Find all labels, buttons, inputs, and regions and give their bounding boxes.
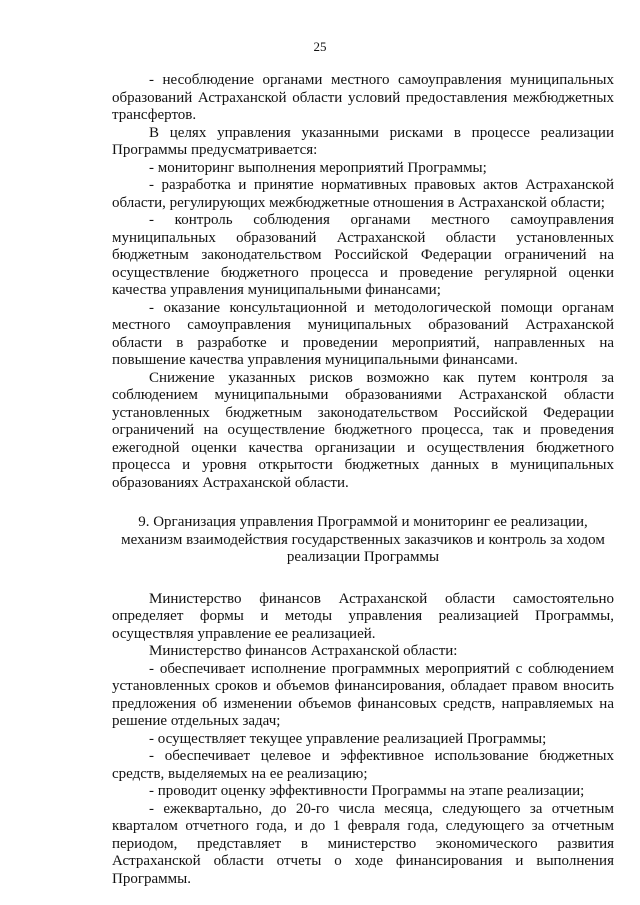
list-item-monitoring: - мониторинг выполнения мероприятий Программы; <box>149 159 487 176</box>
list-item-consulting: - оказание консультационной и методологической помощи органам местного самоуправления муниципальных образований Астраханской области в разработке и проведении мероприятий, направленных на повышение качества управления муниципальными финансами. <box>112 299 614 368</box>
section-heading <box>112 514 614 567</box>
page-number: 25 <box>313 39 327 54</box>
paragraph-risk-reduction: Снижение указанных рисков возможно как путем контроля за соблюдением муниципальными образованиями Астраханской области установленных бюджетным законодательством Российской Федерации ограничений на осуществление бюджетного процесса, так и проведения ежегодной оценки качества организации и осуществления бюджетного процесса и уровня открытости бюджетных данных в муниципальных образованиях Астраханской области. <box>112 369 614 491</box>
paragraph-ministry-self-management: Министерство финансов Астраханской области самостоятельно определяет формы и методы управления реализацией Программы, осуществляя управление ее реализацией. <box>112 590 614 642</box>
paragraph-ministry-intro: Министерство финансов Астраханской области: <box>149 643 458 659</box>
list-item-quarterly-reports: - ежеквартально, до 20-го числа месяца, следующего за отчетным кварталом отчетного года, и до 1 февраля года, следующего за отчетным периодом, представляет в министерство экономического развития Астраханской области отчеты о ходе финансирования и выполнения Программы. <box>112 800 614 887</box>
document-body <box>112 72 614 888</box>
list-item-efficiency-assessment: - проводит оценку эффективности Программы на этапе реализации; <box>149 783 585 799</box>
section-heading-line: механизм взаимодействия государственных заказчиков и контроль за ходом <box>121 531 605 548</box>
paragraph-risk-management-intro: В целях управления указанными рисками в процессе реализации Программы предусматривается: <box>112 124 614 158</box>
list-item-control: - контроль соблюдения органами местного самоуправления муниципальных образований Астраханской области установленных бюджетным законодательством Российской Федерации ограничений на осуществление бюджетного процесса и проведение регулярной оценки качества управления муниципальными финансами; <box>112 212 614 298</box>
list-item-normative-acts: - разработка и принятие нормативных правовых актов Астраханской области, регулирующих межбюджетные отношения в Астраханской области; <box>112 177 614 211</box>
paragraph-risk-transfers: - несоблюдение органами местного самоуправления муниципальных образований Астраханской области условий предоставления межбюджетных трансфертов. <box>112 72 614 123</box>
list-item-current-management: - осуществляет текущее управление реализацией Программы; <box>149 730 547 747</box>
section-heading-line: реализации Программы <box>286 549 440 565</box>
list-item-ensures-execution: - обеспечивает исполнение программных мероприятий с соблюдением установленных сроков и объемов финансирования, обладает правом вносить предложения об изменении объемов финансовых средств, направляемых на решение отдельных задач; <box>112 660 614 729</box>
section-heading-line: 9. Организация управления Программой и мониторинг ее реализации, <box>138 514 588 530</box>
list-item-targeted-use: - обеспечивает целевое и эффективное использование бюджетных средств, выделяемых на ее реализацию; <box>112 748 614 782</box>
